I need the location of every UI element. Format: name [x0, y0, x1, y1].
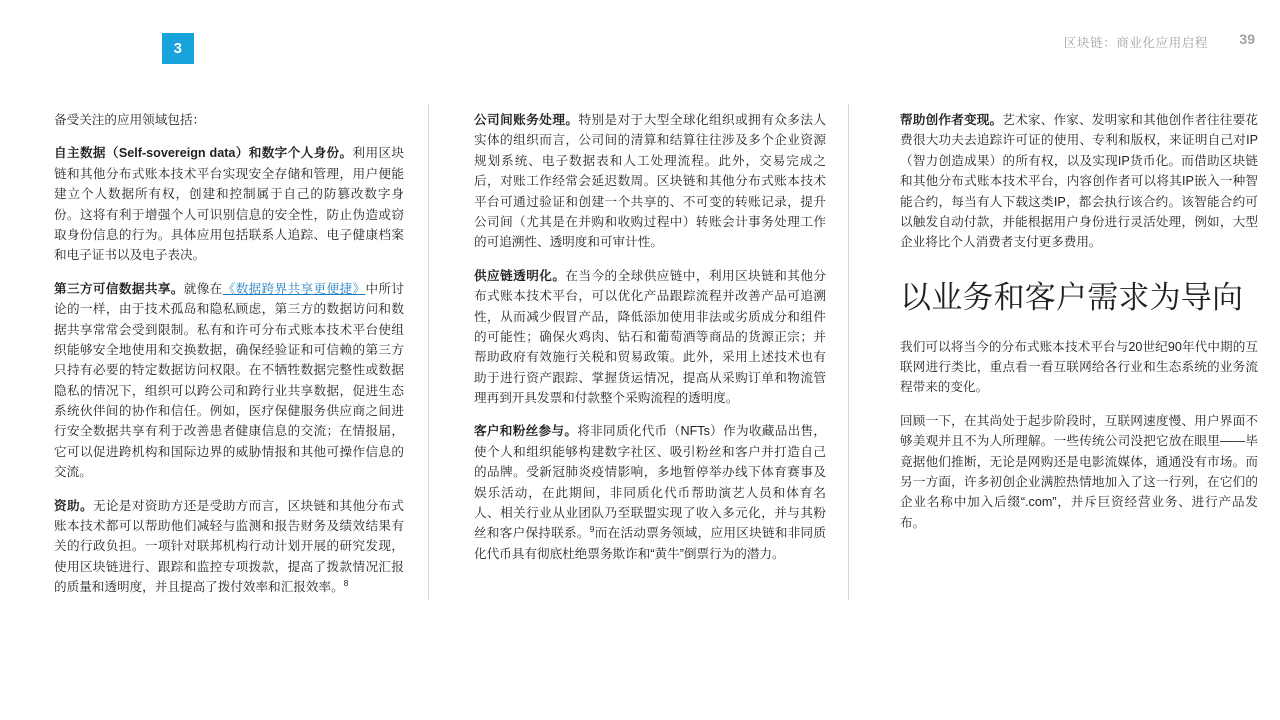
body-columns [0, 110, 1280, 680]
running-head-title: 区块链：商业化应用启程 [1063, 36, 1208, 50]
inline-report-link[interactable]: 《数据跨界共享更便捷》 [222, 281, 366, 296]
lead-in-creator-monetization: 帮助创作者变现。 [900, 113, 1003, 127]
body-funding: 无论是对资助方还是受助方而言，区块链和其他分布式账本技术都可以帮助他们减轻与监测和报告财务及绩效结果有关的行政负担。一项针对联邦机构行动计划开展的研究发现，使用区块链进行、跟踪和监控专项拨款，提高了拨款情况汇报的质量和透明度，并且提高了拨付效率和汇报效率。 [54, 498, 405, 595]
paragraph-customer-fan-engagement [474, 421, 826, 564]
column-three [848, 110, 1280, 680]
lead-in-self-sovereign-data: 自主数据（Self-sovereign data）和数字个人身份。 [54, 146, 353, 161]
body-customer-fan-engagement-cont: 而在活动票务领域，应用区块链和非同质化代币具有彻底杜绝票务欺诈和“黄牛”倒票行为的潜力。 [474, 526, 827, 561]
intro-paragraph: 备受关注的应用领域包括： [54, 113, 206, 127]
paragraph-intercompany-accounting [474, 110, 826, 253]
paragraph-funding [54, 496, 404, 598]
column-two [426, 110, 848, 680]
body-third-party-after: 中所讨论的一样，由于技术孤岛和隐私顾虑，第三方的数据访问和数据共享常常会受到限制。私有和许可分布式账本技术平台使组织能够安全地使用和交换数据，确保经验证和可信赖的第三方只持有必要的特定数据访问权限。在不牺牲数据完整性或数据隐私的情况下，组织可以跨公司和跨行业共享数据，促进生态系统伙伴间的协作和信任。例如，医疗保健服务供应商之间进行安全数据共享有利于改善患者健康信息的交流；在情报届，它可以促进跨机构和国际边界的威胁情报和其他可操作信息的交流。 [54, 281, 405, 480]
paragraph-internet-analogy: 我们可以将当今的分布式账本技术平台与20世纪90年代中期的互联网进行类比，重点看一看互联网给各行业和生态系统的业务流程带来的变化。 [900, 339, 1258, 395]
lead-in-funding: 资助。 [54, 498, 93, 513]
body-creator-monetization: 艺术家、作家、发明家和其他创作者往往要花费很大功夫去追踪许可证的使用、专利和版权，来证明自己对IP（智力创造成果）的所有权，以及实现IP货币化。而借助区块链和其他分布式账本技术平台，内容创作者可以将其IP嵌入一种智能合约，每当有人下载这类IP，都会执行该合约。该智能合约可以触发自动付款，并能根据用户身份进行灵活处理，例如，大型企业将比个人消费者支付更多费用。 [900, 113, 1259, 250]
lead-in-intercompany-accounting: 公司间账务处理。 [474, 113, 579, 127]
lead-in-customer-fan-engagement: 客户和粉丝参与。 [474, 424, 578, 439]
paragraph-supply-chain-transparency [474, 266, 826, 409]
section-heading: 以业务和客户需求为导向 [900, 279, 1244, 315]
body-supply-chain-transparency: 在当今的全球供应链中，利用区块链和其他分布式账本技术平台，可以优化产品跟踪流程并改善产品可追溯性，从而减少假冒产品，降低添加使用非法或劣质成分和组件的可能性；确保火鸡肉、钻石和葡萄酒等商品的货源正宗；并帮助政府有效施行关税和贸易政策。此外，采用上述技术也有助于进行资产跟踪、掌握货运情况，提高从采购订单和物流管理再到开具发票和付款整个采购流程的透明度。 [474, 268, 827, 406]
page-header [0, 0, 1280, 92]
paragraph-third-party-data-sharing [54, 279, 404, 483]
body-third-party-before: 就像在 [183, 281, 223, 296]
lead-in-third-party-data-sharing: 第三方可信数据共享。 [54, 281, 184, 296]
body-customer-fan-engagement: 将非同质化代币（NFTs）作为收藏品出售，使个人和组织能够构建数字社区、吸引粉丝和客户并打造自己的品牌。受新冠肺炎疫情影响，多地暂停举办线下体育赛事及娱乐活动，在此期间，非同质化代币帮助演艺人员和体育名人、相关行业从业团队乃至联盟实现了收入多元化，并与其粉丝和客户保持联系。 [474, 424, 827, 541]
paragraph-self-sovereign-data [54, 143, 404, 265]
chapter-number-badge: 3 [162, 33, 194, 64]
body-self-sovereign-data: 利用区块链和其他分布式账本技术平台实现安全存储和管理，用户便能建立个人数据所有权，创建和控制属于自己的防篡改数字身份。这将有利于增强个人可识别信息的安全性，防止伪造或窃取身份信息的行为。具体应用包括联系人追踪、电子健康档案和电子证书以及电子表决。 [54, 146, 404, 263]
paragraph-internet-history: 回顾一下，在其尚处于起步阶段时，互联网速度慢、用户界面不够美观并且不为人所理解。一些传统公司没把它放在眼里——毕竟据他们推断，无论是网购还是电影流媒体，通通没有市场。而另一方面，许多初创企业满腔热情地加入了这一行列，在它们的企业名称中加入后缀“.com”，并斥巨资经营业务、进行产品发布。 [900, 413, 1258, 530]
body-intercompany-accounting: 特别是对于大型全球化组织或拥有众多法人实体的组织而言，公司间的清算和结算往往涉及多个企业资源规划系统、电子数据表和人工处理流程。此外，交易完成之后，对账工作经常会延迟数周。区块链和其他分布式账本技术平台可通过验证和创建一个共享的、不可变的转账记录，提升公司间（尤其是在并购和收购过程中）转账会计事务处理工作的可追溯性、透明度和可审计性。 [474, 113, 827, 250]
paragraph-creator-monetization [900, 110, 1258, 253]
footnote-marker-9: 9 [589, 524, 595, 535]
page-number: 39 [1239, 31, 1255, 47]
column-one [0, 110, 426, 680]
lead-in-supply-chain-transparency: 供应链透明化。 [474, 268, 566, 283]
footnote-marker-8: 8 [343, 578, 349, 589]
